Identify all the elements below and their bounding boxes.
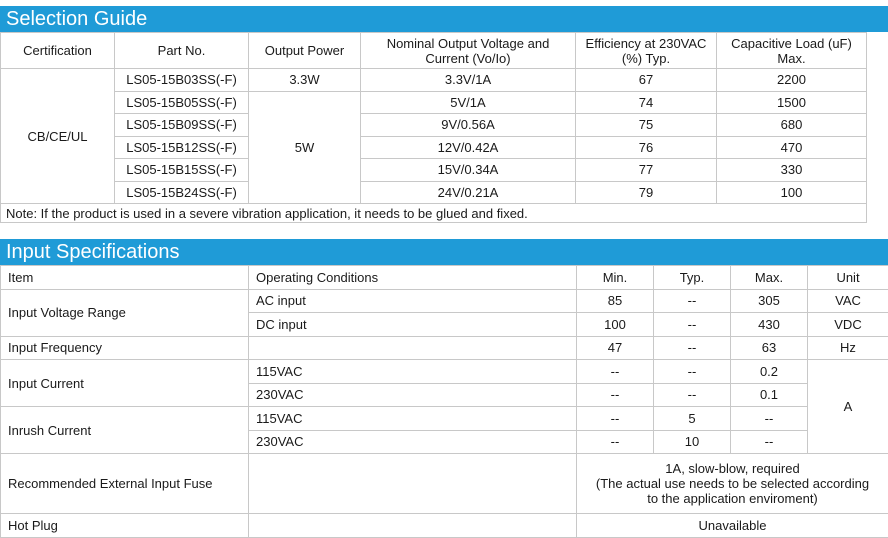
max-cell: 430: [731, 313, 808, 337]
fuse-value-cell: [577, 454, 888, 514]
efficiency-cell: 77: [576, 159, 717, 182]
min-cell: --: [577, 430, 654, 454]
table-row: [1, 289, 888, 313]
min-cell: --: [577, 360, 654, 384]
capacitive-cell: 680: [717, 114, 867, 137]
condition-cell: 115VAC: [249, 360, 577, 384]
table-row: [1, 407, 888, 431]
condition-cell: AC input: [249, 289, 577, 313]
header-capacitive-load: Capacitive Load (uF) Max.: [717, 33, 867, 69]
output-vo-cell: 12V/0.42A: [361, 136, 576, 159]
min-cell: --: [577, 407, 654, 431]
condition-cell: 115VAC: [249, 407, 577, 431]
table-row: [1, 91, 867, 114]
output-vo-cell: 9V/0.56A: [361, 114, 576, 137]
condition-cell: [249, 454, 577, 514]
typ-cell: --: [654, 383, 731, 407]
selection-guide-table: [0, 32, 867, 223]
output-vo-cell: 3.3V/1A: [361, 69, 576, 92]
header-item: Item: [1, 266, 249, 290]
header-efficiency: Efficiency at 230VAC (%) Typ.: [576, 33, 717, 69]
part-no-cell: LS05-15B03SS(-F): [115, 69, 249, 92]
note-row: [1, 204, 867, 223]
typ-cell: --: [654, 313, 731, 337]
header-part-no: Part No.: [115, 33, 249, 69]
min-cell: 47: [577, 336, 654, 360]
efficiency-cell: 67: [576, 69, 717, 92]
item-input-frequency: Input Frequency: [1, 336, 249, 360]
table-row: [1, 336, 888, 360]
max-cell: 305: [731, 289, 808, 313]
output-vo-cell: 5V/1A: [361, 91, 576, 114]
output-vo-cell: 24V/0.21A: [361, 181, 576, 204]
table-row: [1, 114, 867, 137]
capacitive-cell: 470: [717, 136, 867, 159]
part-no-cell: LS05-15B05SS(-F): [115, 91, 249, 114]
capacitive-cell: 100: [717, 181, 867, 204]
unit-cell: VAC: [808, 289, 888, 313]
header-certification: Certification: [1, 33, 115, 69]
table-row: [1, 69, 867, 92]
output-power-cell: 3.3W: [249, 69, 361, 92]
capacitive-cell: 2200: [717, 69, 867, 92]
item-inrush-current: Inrush Current: [1, 407, 249, 454]
input-specifications-table: [0, 265, 888, 538]
max-cell: 0.1: [731, 383, 808, 407]
input-specifications-title: Input Specifications: [0, 239, 888, 265]
item-recommended-fuse: Recommended External Input Fuse: [1, 454, 249, 514]
part-no-cell: LS05-15B15SS(-F): [115, 159, 249, 182]
table-row: [1, 360, 888, 384]
fuse-line-2: (The actual use needs to be selected according: [581, 476, 884, 491]
typ-cell: --: [654, 336, 731, 360]
typ-cell: 5: [654, 407, 731, 431]
capacitive-cell: 1500: [717, 91, 867, 114]
fuse-line-1: 1A, slow-blow, required: [581, 461, 884, 476]
header-nominal-output: Nominal Output Voltage and Current (Vo/Io): [361, 33, 576, 69]
part-no-cell: LS05-15B24SS(-F): [115, 181, 249, 204]
table-header-row: [1, 33, 867, 69]
table-header-row: [1, 266, 888, 290]
max-cell: --: [731, 407, 808, 431]
table-row: [1, 159, 867, 182]
min-cell: --: [577, 383, 654, 407]
typ-cell: 10: [654, 430, 731, 454]
output-vo-cell: 15V/0.34A: [361, 159, 576, 182]
typ-cell: --: [654, 360, 731, 384]
capacitive-cell: 330: [717, 159, 867, 182]
min-cell: 100: [577, 313, 654, 337]
table-row: [1, 181, 867, 204]
unit-cell: VDC: [808, 313, 888, 337]
typ-cell: --: [654, 289, 731, 313]
table-row: [1, 454, 888, 514]
item-hot-plug: Hot Plug: [1, 514, 249, 538]
header-operating-conditions: Operating Conditions: [249, 266, 577, 290]
unit-cell: Hz: [808, 336, 888, 360]
efficiency-cell: 75: [576, 114, 717, 137]
max-cell: 63: [731, 336, 808, 360]
item-input-current: Input Current: [1, 360, 249, 407]
efficiency-cell: 74: [576, 91, 717, 114]
efficiency-cell: 76: [576, 136, 717, 159]
note-text: Note: If the product is used in a severe vibration application, it needs to be glued and fixed.: [1, 204, 867, 223]
condition-cell: [249, 514, 577, 538]
fuse-line-3: to the application enviroment): [581, 491, 884, 506]
efficiency-cell: 79: [576, 181, 717, 204]
certification-cell: CB/CE/UL: [1, 69, 115, 204]
part-no-cell: LS05-15B09SS(-F): [115, 114, 249, 137]
header-output-power: Output Power: [249, 33, 361, 69]
condition-cell: 230VAC: [249, 430, 577, 454]
condition-cell: DC input: [249, 313, 577, 337]
hot-plug-value: Unavailable: [577, 514, 888, 538]
max-cell: 0.2: [731, 360, 808, 384]
item-input-voltage-range: Input Voltage Range: [1, 289, 249, 336]
header-min: Min.: [577, 266, 654, 290]
max-cell: --: [731, 430, 808, 454]
table-row: [1, 136, 867, 159]
header-max: Max.: [731, 266, 808, 290]
selection-guide-title: Selection Guide: [0, 6, 888, 32]
unit-cell-current: A: [808, 360, 888, 454]
condition-cell: 230VAC: [249, 383, 577, 407]
table-row: [1, 514, 888, 538]
min-cell: 85: [577, 289, 654, 313]
condition-cell: [249, 336, 577, 360]
part-no-cell: LS05-15B12SS(-F): [115, 136, 249, 159]
header-unit: Unit: [808, 266, 888, 290]
output-power-cell: 5W: [249, 91, 361, 204]
header-typ: Typ.: [654, 266, 731, 290]
